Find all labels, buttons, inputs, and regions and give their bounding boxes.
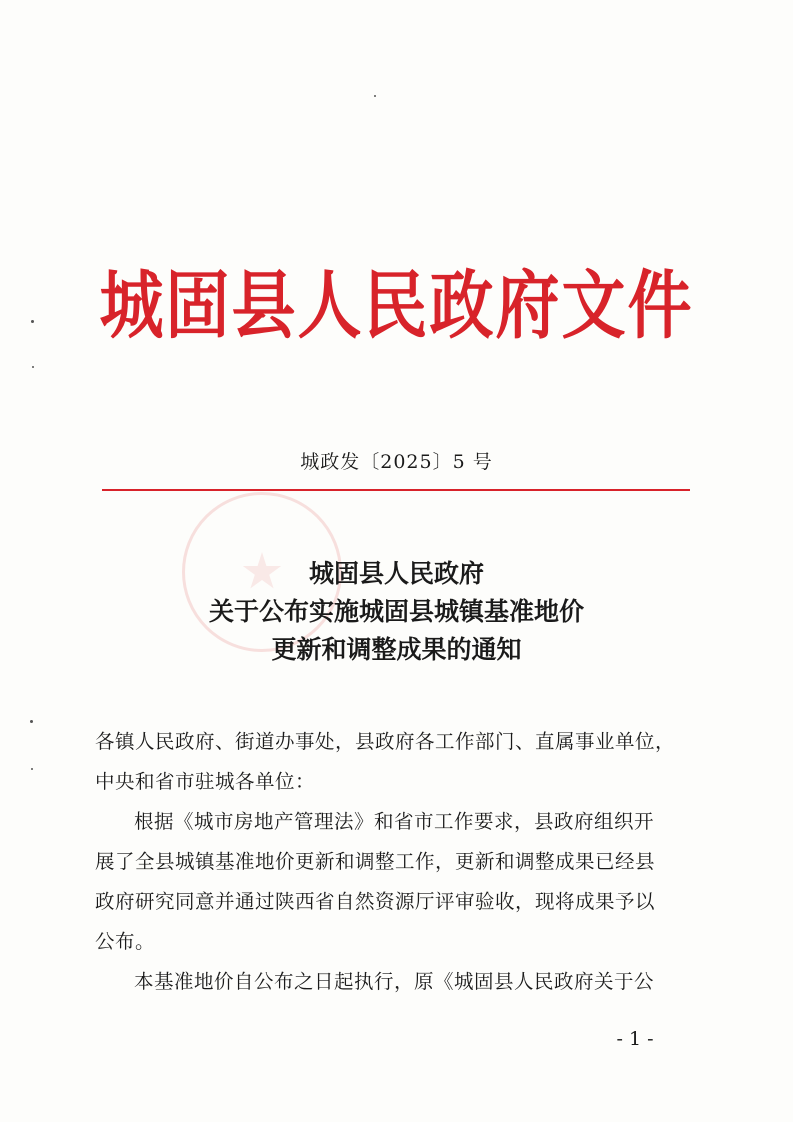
title-line-2: 关于公布实施城固县城镇基准地价 [208, 597, 584, 626]
masthead-title: 城固县人民政府文件 [99, 264, 694, 350]
title-line-1: 城固县人民政府 [308, 559, 484, 588]
scan-speck [374, 95, 376, 97]
scan-speck [32, 366, 34, 368]
paragraph-1-line-2: 展了全县城镇基准地价更新和调整工作，更新和调整成果已经县 [95, 850, 656, 873]
scan-speck [30, 720, 33, 723]
page-number: - 1 - [616, 1028, 654, 1050]
title-line-3: 更新和调整成果的通知 [271, 635, 522, 664]
paragraph-2-line-1: 本基准地价自公布之日起执行，原《城固县人民政府关于公 [134, 970, 655, 993]
scan-speck [31, 320, 34, 323]
red-divider-line [102, 489, 690, 491]
paragraph-1-line-3: 政府研究同意并通过陕西省自然资源厅评审验收，现将成果予以 [95, 890, 656, 913]
document-number: 城政发〔2025〕5 号 [300, 451, 493, 473]
notice-body [95, 722, 705, 1002]
paragraph-1-line-1: 根据《城市房地产管理法》和省市工作要求，县政府组织开 [134, 810, 655, 833]
paragraph-1-line-4: 公布。 [95, 930, 156, 953]
scan-speck [31, 768, 33, 770]
notice-title [0, 555, 793, 669]
addressee-line-1: 各镇人民政府、街道办事处，县政府各工作部门、直属事业单位， [95, 730, 676, 753]
addressee-line-2: 中央和省市驻城各单位： [95, 770, 316, 793]
